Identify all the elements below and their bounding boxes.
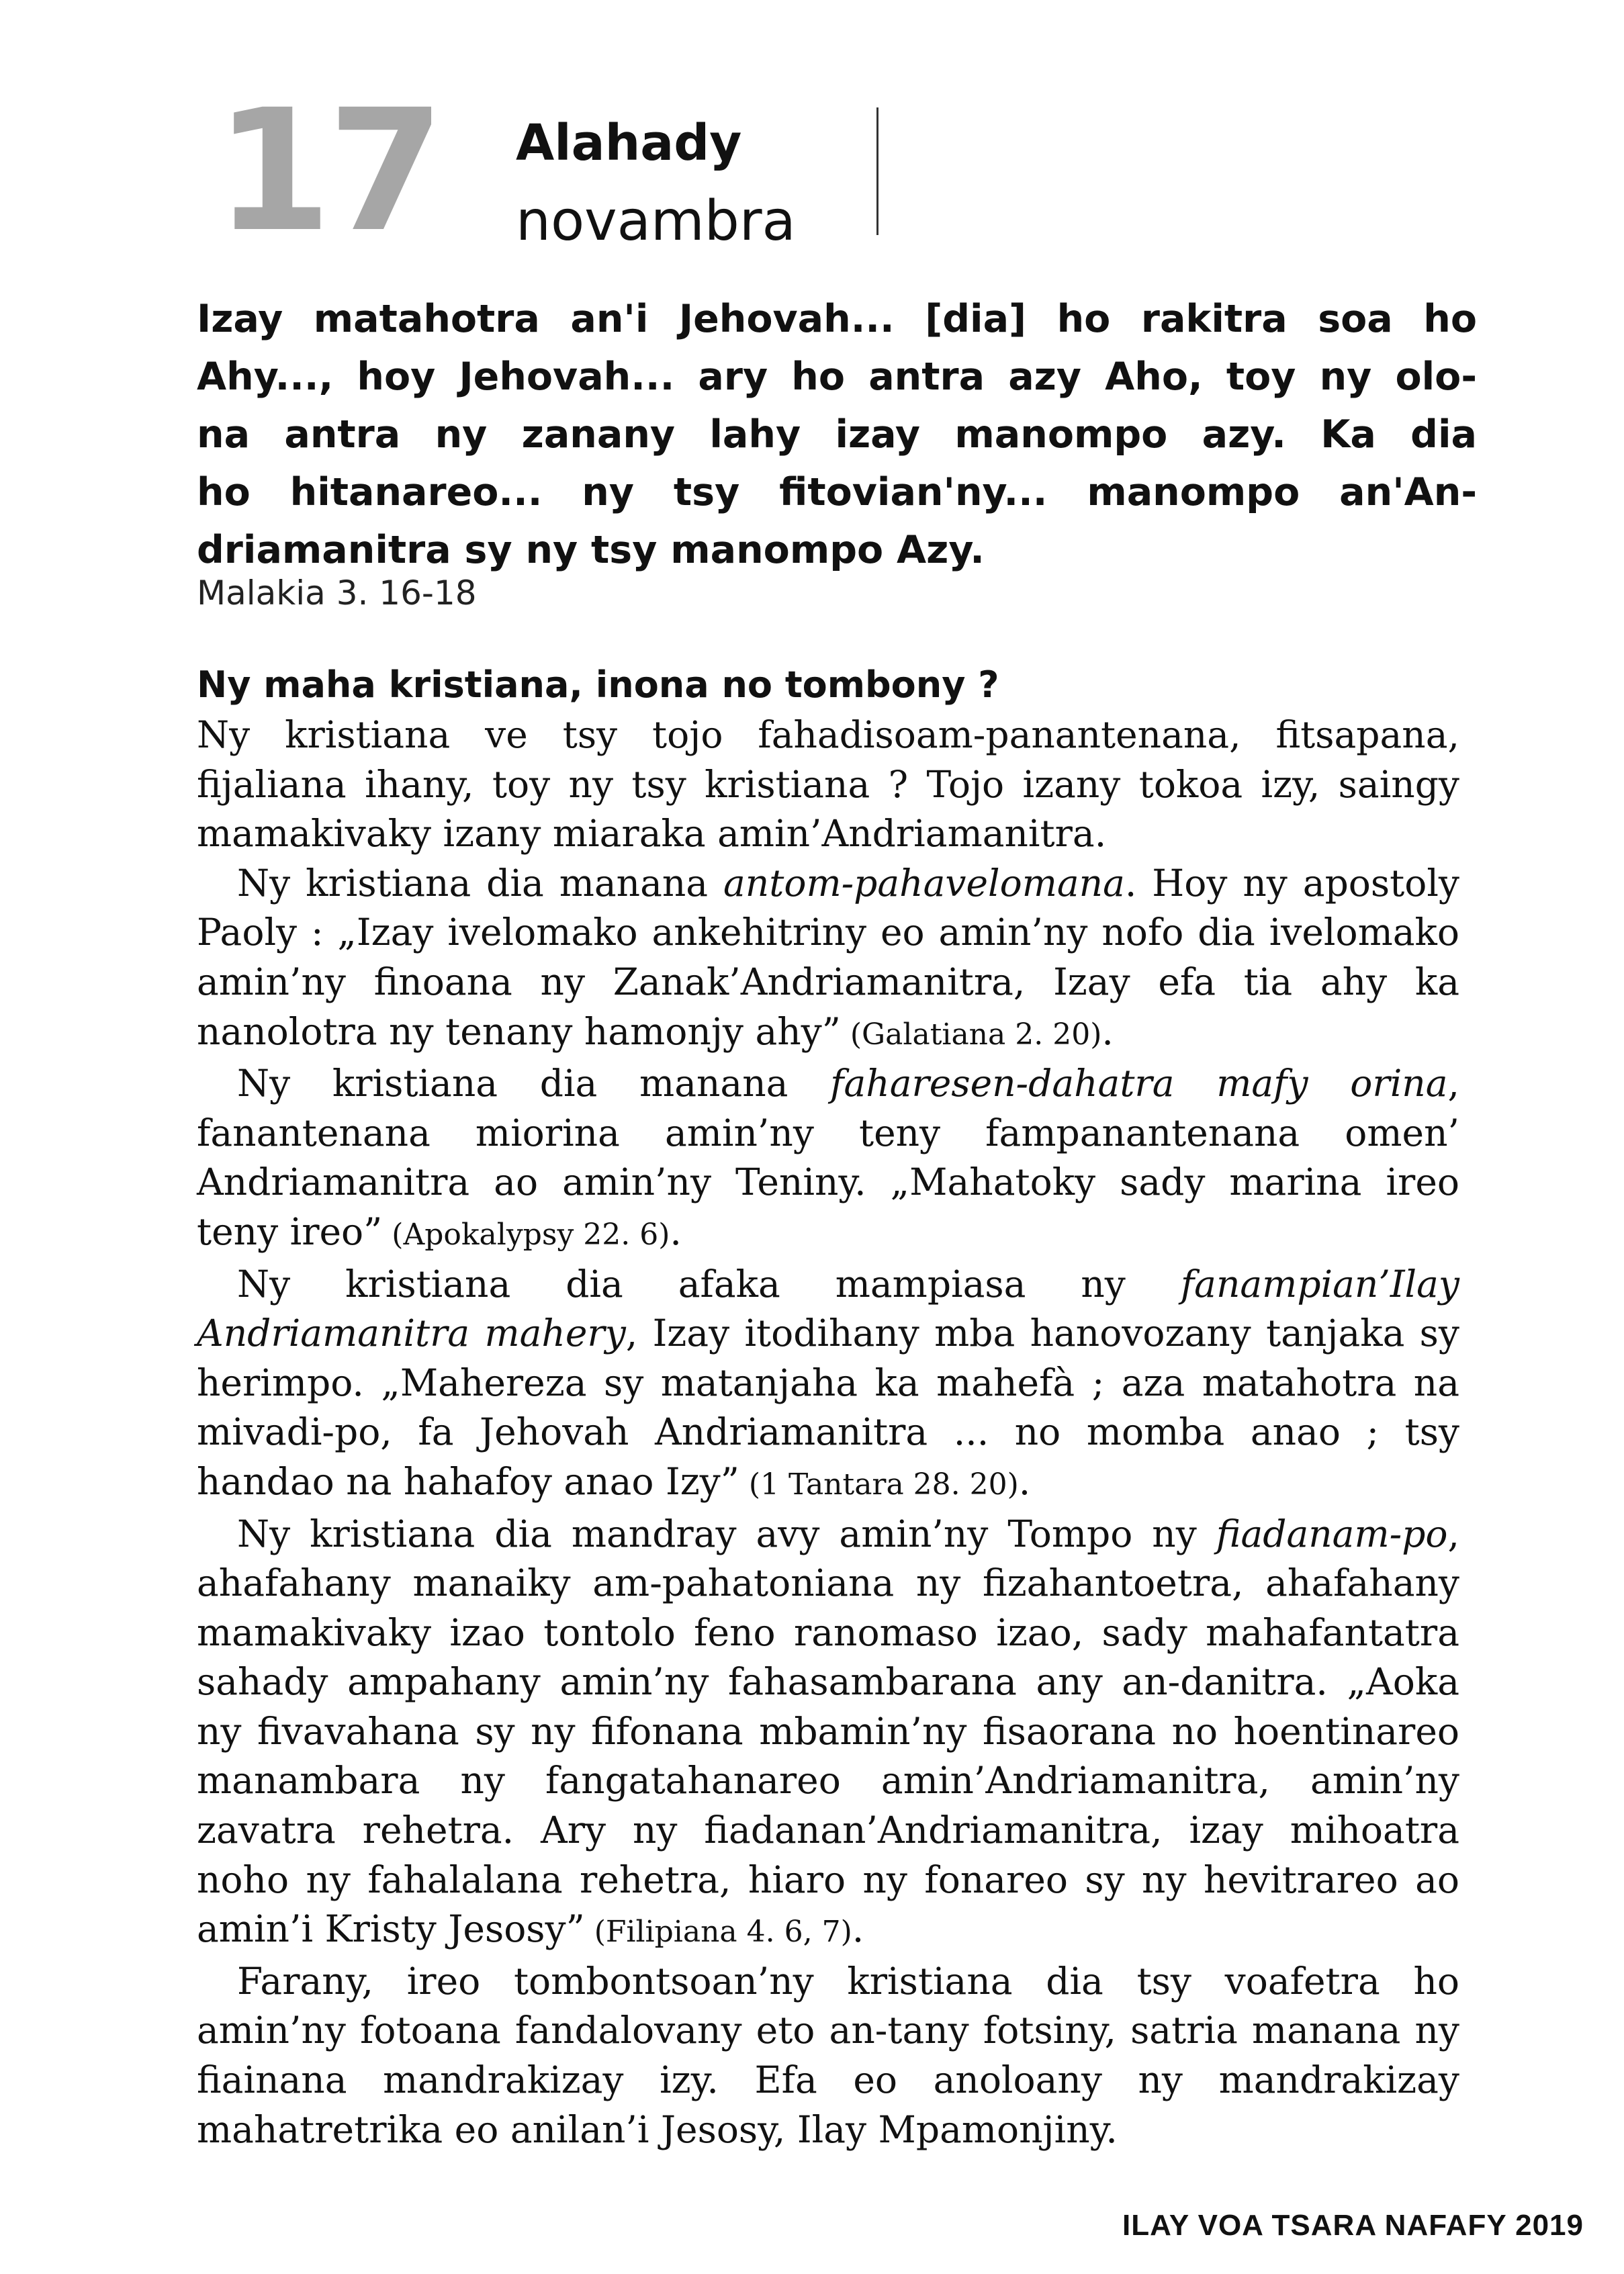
verse-line: Izay matahotra an'i Jehovah... [dia] ho rakitra soa ho — [197, 297, 1477, 341]
paragraph-text: , Izay itodihany mba hanovozany tanjaka sy herimpo. „Mahereza sy matanjaha ka mahefà ; aza matahotra na mivadi-po, fa Jehovah Andriamanitra ... no momba anao ; tsy handao na hahafoy anao Izy” — [197, 1312, 1459, 1503]
weekday-label: Alahady — [516, 114, 742, 172]
paragraph-text: Ny kristiana dia afaka mampiasa ny — [237, 1262, 1181, 1306]
header-divider — [876, 107, 878, 235]
paragraph-end: . — [670, 1210, 682, 1253]
paragraph-text: Ny kristiana dia manana — [237, 861, 724, 905]
verse-reference: Malakia 3. 16-18 — [197, 574, 477, 612]
bible-citation: (Apokalypsy 22. 6) — [382, 1217, 670, 1252]
paragraph: Ny kristiana ve tsy tojo fahadisoam-panantenana, fitsapana, fijaliana ihany, toy ny tsy kristiana ? Tojo izany tokoa izy, saingy mamakivaky izany miaraka amin’Andriamanitra. — [197, 713, 1459, 856]
paragraph-end: . — [852, 1907, 864, 1951]
emphasis-text: antom-pahavelomana — [723, 861, 1125, 905]
paragraph-end: . — [1101, 1009, 1114, 1053]
bible-citation: (Filipiana 4. 6, 7) — [584, 1915, 852, 1950]
emphasis-text: fanampian’Ilay Andriamanitra mahery — [197, 1262, 1459, 1355]
month-label: novambra — [516, 189, 796, 253]
verse-line: driamanitra sy ny tsy manompo Azy. — [197, 528, 985, 572]
footer-title: ILAY VOA TSARA NAFAFY 2019 — [1122, 2209, 1584, 2242]
emphasis-text: fiadanam-po — [1216, 1512, 1448, 1555]
paragraph-end: . — [1018, 1459, 1031, 1503]
paragraph — [197, 1260, 1459, 1510]
verse-line: ho hitanareo... ny tsy fitovian'ny... manompo an'An- — [197, 470, 1477, 514]
bible-citation: (1 Tantara 28. 20) — [739, 1467, 1019, 1502]
paragraph-text: . Hoy ny apostoly Paoly : „Izay ivelomako ankehitriny eo amin’ny nofo dia ivelomako amin’ny finoana ny Zanak’Andriamanitra, Izay efa tia ahy ka nanolotra ny tenany hamonjy ahy” — [197, 861, 1460, 1053]
verse-line: Ahy..., hoy Jehovah... ary ho antra azy Aho, toy ny olo- — [197, 355, 1477, 399]
paragraph — [197, 1059, 1459, 1259]
bible-citation: (Galatiana 2. 20) — [840, 1017, 1102, 1052]
paragraph-text: Ny kristiana dia manana — [237, 1062, 831, 1105]
paragraph — [197, 1510, 1459, 1957]
paragraph-text: , fanantenana miorina amin’ny teny fampanantenana omen’ Andriamanitra ao amin’ny Teniny. „Mahatoky sady marina ireo teny ireo” — [197, 1062, 1460, 1253]
day-number: 17 — [215, 73, 441, 269]
paragraph-text: , ahafahany manaiky am-pahatoniana ny fizahantoetra, ahafahany mamakivaky izao tontolo feno ranomaso izao, sady mahafantatra sahady ampahany amin’ny fahasambarana any an-danitra. „Aoka ny fivavahana sy ny fifonana mbamin’ny fisaorana no hoentinareo manambara ny fangatahanareo amin’Andriamanitra, amin’ny zavatra rehetra. Ary ny fiadanan’Andriamanitra, izay mihoatra noho ny fahalalana rehetra, hiaro ny fonareo sy ny hevitrareo ao amin’i Kristy Jesosy” — [197, 1512, 1459, 1951]
article-heading: Ny maha kristiana, inona no tombony ? — [197, 664, 999, 706]
emphasis-text: faharesen-dahatra mafy orina — [830, 1062, 1448, 1105]
paragraph — [197, 859, 1459, 1059]
bible-verse — [197, 290, 1477, 579]
verse-line: na antra ny zanany lahy izay manompo azy. Ka dia — [197, 412, 1477, 457]
paragraph: Farany, ireo tombontsoan’ny kristiana dia tsy voafetra ho amin’ny fotoana fandalovany eto an-tany fotsiny, satria manana ny fiainana mandrakizay izy. Efa eo anoloany ny mandrakizay mahatretrika eo anilan’i Jesosy, Ilay Mpamonjiny. — [197, 1959, 1459, 2151]
paragraph-text: Ny kristiana dia mandray avy amin’ny Tompo ny — [237, 1512, 1216, 1555]
article-body — [197, 711, 1459, 2154]
